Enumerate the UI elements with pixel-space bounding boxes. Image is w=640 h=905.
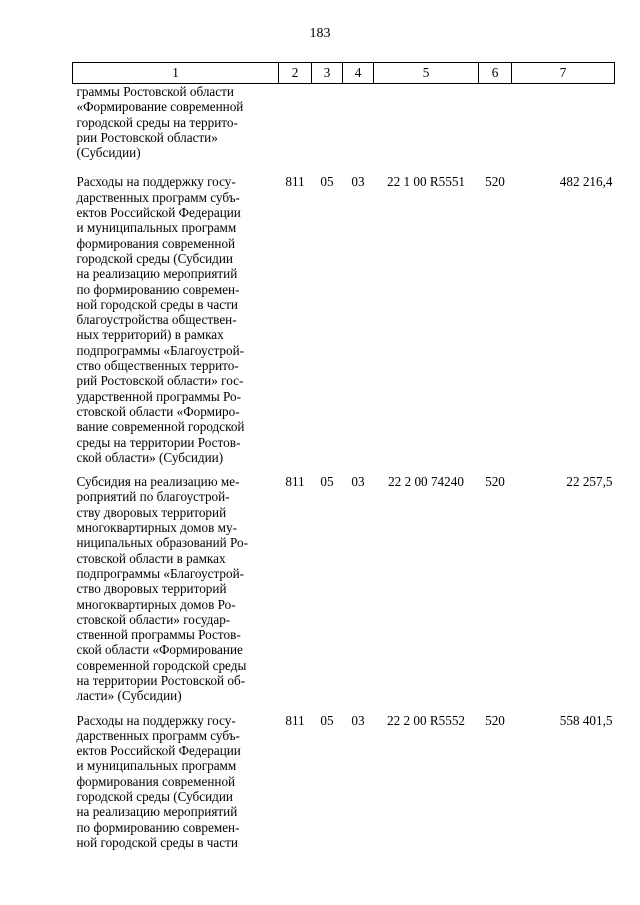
header-col-6: 6 xyxy=(479,63,512,84)
target-article-cell: 22 2 00 74240 xyxy=(388,474,464,490)
header-col-2: 2 xyxy=(279,63,312,84)
amount-cell xyxy=(512,84,615,175)
header-col-7: 7 xyxy=(512,63,615,84)
budget-table xyxy=(72,62,615,859)
expense-name-line: ниципальных образований Ро- xyxy=(76,535,249,551)
header-col-3: 3 xyxy=(312,63,343,84)
section-code-cell xyxy=(312,84,343,175)
expense-name-line: благоустройства обществен- xyxy=(76,312,237,328)
expense-name-line: подпрограммы «Благоустрой- xyxy=(76,565,245,581)
expense-name-line: ство дворовых территорий xyxy=(76,581,227,597)
expense-name-cell xyxy=(73,474,279,712)
expense-type-cell: 520 xyxy=(485,474,505,490)
expense-name-line: роприятий по благоустрой- xyxy=(76,489,230,505)
expense-name-line: на территории Ростовской об- xyxy=(76,672,246,688)
amount-cell: 558 401,5 xyxy=(559,712,613,728)
expense-name-line: ной городской среды в части xyxy=(76,834,238,850)
expense-type-cell: 520 xyxy=(485,712,505,728)
expense-name-cell xyxy=(73,84,279,175)
page-number: 183 xyxy=(309,26,331,41)
expense-name-line: городской среды на террито- xyxy=(76,114,238,130)
header-col-1: 1 xyxy=(73,63,279,84)
expense-name-line: ударственной программы Ро- xyxy=(76,388,242,404)
ministry-code-cell: 811 xyxy=(285,474,305,490)
subsection-code-cell: 03 xyxy=(351,712,365,728)
expense-name-line: многоквартирных домов Ро- xyxy=(76,596,236,612)
expense-name-line: на реализацию мероприятий xyxy=(76,266,238,282)
expense-name-line: (Субсидии) xyxy=(76,145,141,161)
expense-name-line: дарственных программ субъ- xyxy=(76,727,240,743)
expense-name-line: стовской области» государ- xyxy=(76,611,231,627)
expense-name-line: Расходы на поддержку госу- xyxy=(76,174,236,190)
expense-name-line: Расходы на поддержку госу- xyxy=(76,712,236,728)
ministry-code-cell: 811 xyxy=(285,174,305,190)
expense-name-line: городской среды (Субсидии xyxy=(76,789,233,805)
expense-name-line: граммы Ростовской области xyxy=(76,84,234,99)
subsection-code-cell: 03 xyxy=(351,474,365,490)
expense-name-line: современной городской среды xyxy=(76,657,247,673)
subsection-code-cell xyxy=(343,84,374,175)
subsection-code-cell: 03 xyxy=(351,174,365,190)
target-article-cell: 22 2 00 R5552 xyxy=(386,712,466,728)
expense-name-line: ству дворовых территорий xyxy=(76,504,227,520)
expense-name-line: ласти» (Субсидии) xyxy=(76,688,182,704)
expense-name-line: Субсидия на реализацию ме- xyxy=(76,474,240,490)
table-row xyxy=(73,474,615,712)
expense-name-line: дарственных программ субъ- xyxy=(76,189,240,205)
expense-name-line: ской области «Формирование xyxy=(76,642,243,658)
section-code-cell: 05 xyxy=(320,712,334,728)
expense-name-line: по формированию современ- xyxy=(76,819,240,835)
ministry-code-cell: 811 xyxy=(285,712,305,728)
header-col-5: 5 xyxy=(374,63,479,84)
expense-name-line: стовской области «Формиро- xyxy=(76,403,240,419)
header-col-4: 4 xyxy=(343,63,374,84)
expense-name-line: ство общественных террито- xyxy=(76,358,239,374)
expense-name-line: ектов Российской Федерации xyxy=(76,205,241,221)
table-row xyxy=(73,174,615,474)
expense-name-line: вание современной городской xyxy=(76,419,245,435)
expense-name-cell xyxy=(73,174,279,474)
expense-name-line: ственной программы Ростов- xyxy=(76,627,241,643)
amount-cell: 482 216,4 xyxy=(559,174,613,190)
expense-name-line: многоквартирных домов му- xyxy=(76,520,237,536)
expense-name-line: формирования современной xyxy=(76,773,236,789)
amount-cell: 22 257,5 xyxy=(566,474,613,490)
expense-type-cell: 520 xyxy=(485,174,505,190)
expense-name-line: среды на территории Ростов- xyxy=(76,434,241,450)
expense-name-line: и муниципальных программ xyxy=(76,758,237,774)
expense-name-line: городской среды (Субсидии xyxy=(76,250,233,266)
section-code-cell: 05 xyxy=(320,474,334,490)
expense-name-line: ектов Российской Федерации xyxy=(76,743,241,759)
expense-name-line: ной городской среды в части xyxy=(76,296,238,312)
table-row xyxy=(73,84,615,175)
table-row xyxy=(73,713,615,860)
ministry-code-cell xyxy=(279,84,312,175)
expense-name-line: формирования современной xyxy=(76,235,236,251)
expense-name-line: ных территорий) в рамках xyxy=(76,327,224,343)
target-article-cell: 22 1 00 R5551 xyxy=(386,174,466,190)
expense-name-line: ской области» (Субсидии) xyxy=(76,449,224,465)
expense-name-line: и муниципальных программ xyxy=(76,220,237,236)
target-article-cell xyxy=(374,84,479,175)
expense-name-line: по формированию современ- xyxy=(76,281,240,297)
expense-name-line: подпрограммы «Благоустрой- xyxy=(76,342,245,358)
expense-name-line: «Формирование современной xyxy=(76,99,244,115)
expense-type-cell xyxy=(479,84,512,175)
expense-name-line: рии Ростовской области» xyxy=(76,129,218,145)
expense-name-cell xyxy=(73,713,279,860)
expense-name-line: стовской области в рамках xyxy=(76,550,226,566)
table-header-row xyxy=(73,63,615,84)
section-code-cell: 05 xyxy=(320,174,334,190)
expense-name-line: рий Ростовской области» гос- xyxy=(76,373,244,389)
expense-name-line: на реализацию мероприятий xyxy=(76,804,238,820)
